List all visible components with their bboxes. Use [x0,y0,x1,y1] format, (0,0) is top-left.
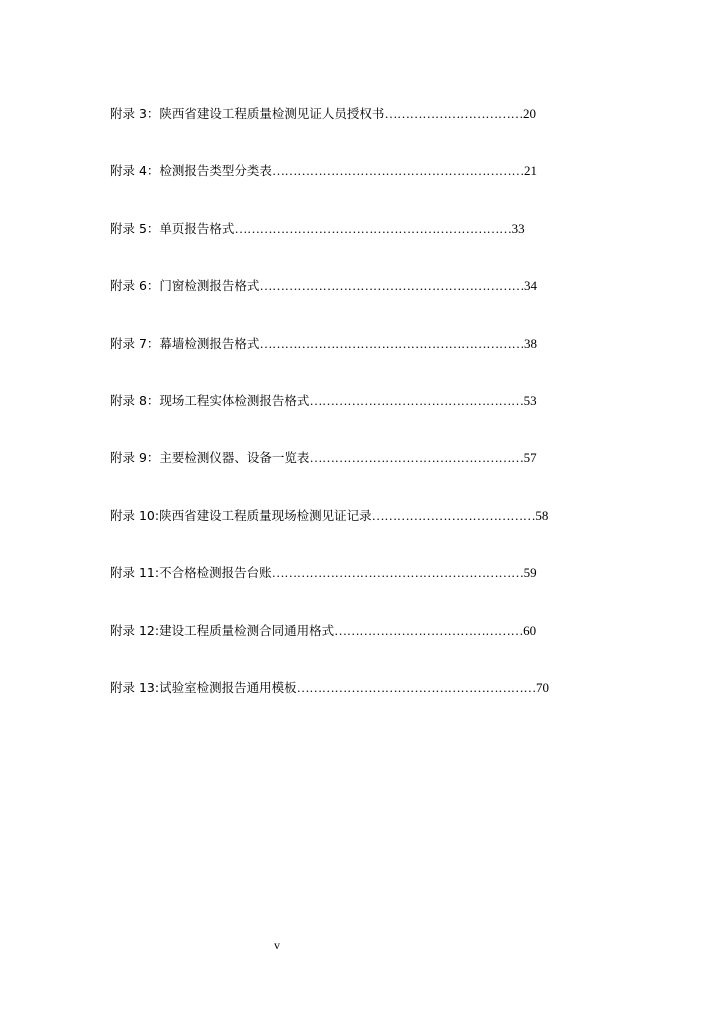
toc-entry-appendix-11[interactable] [110,564,610,621]
toc-entry-label: 附录 4：检测报告类型分类表 [110,163,272,179]
toc-leader-dots: ………………………………………………………… [234,220,512,236]
toc-leader-dots: …………………………………………… [309,392,524,408]
toc-entry-label: 附录 10:陕西省建设工程质量现场检测见证记录 [110,507,372,523]
toc-leader-dots: ……………………………………………………… [259,335,525,351]
toc-leader-dots: ………………………………… [371,507,536,523]
toc-page-number: 21 [523,163,537,179]
toc-entry-label: 附录 11:不合格检测报告台账 [110,565,272,581]
toc-entry-appendix-5[interactable] [110,220,610,277]
page-footer-number: v [274,938,280,952]
toc-entry-appendix-7[interactable] [110,335,610,392]
toc-entry-appendix-13[interactable] [110,679,610,736]
toc-entry-appendix-3[interactable] [110,105,610,162]
toc-page-number: 38 [524,335,538,351]
toc-entry-label: 附录 12:建设工程质量检测合同通用格式 [110,622,335,638]
toc-entry-label: 附录 13:试验室检测报告通用模板 [110,679,297,695]
toc-leader-dots: ………………………………………………… [296,679,536,695]
toc-leader-dots: ……………………………………………………… [259,278,525,294]
table-of-contents [110,105,610,736]
toc-leader-dots: …………………………………………………… [271,565,524,581]
toc-entry-label: 附录 5：单页报告格式 [110,220,235,236]
toc-page-number: 70 [536,679,549,695]
toc-entry-appendix-6[interactable] [110,277,610,334]
toc-entry-label: 附录 3：陕西省建设工程质量检测见证人员授权书 [110,106,385,121]
toc-page-number: 53 [523,392,537,408]
toc-entry-label: 附录 9：主要检测仪器、设备一览表 [110,450,310,466]
toc-entry-label: 附录 7：幕墙检测报告格式 [110,335,260,351]
toc-entry-appendix-8[interactable] [110,392,610,449]
toc-entry-appendix-9[interactable] [110,449,610,506]
toc-page-number: 59 [523,565,537,581]
toc-page-number: 34 [524,278,538,294]
toc-leader-dots: …………………………………………… [309,450,524,466]
toc-entry-appendix-4[interactable] [110,162,610,219]
toc-leader-dots: ……………………………………… [334,622,524,638]
toc-page-number: 57 [523,450,537,466]
toc-leader-dots: …………………………………………………… [271,163,524,179]
toc-entry-label: 附录 8：现场工程实体检测报告格式 [110,392,310,408]
toc-page-number: 33 [511,220,525,236]
toc-page-number: 58 [535,507,549,523]
toc-page-number: 60 [523,622,537,638]
toc-leader-dots: …………………………… [384,106,524,121]
toc-entry-appendix-12[interactable] [110,622,610,679]
toc-page-number: 20 [523,106,537,121]
toc-entry-label: 附录 6：门窗检测报告格式 [110,278,260,294]
toc-entry-appendix-10[interactable] [110,507,610,564]
